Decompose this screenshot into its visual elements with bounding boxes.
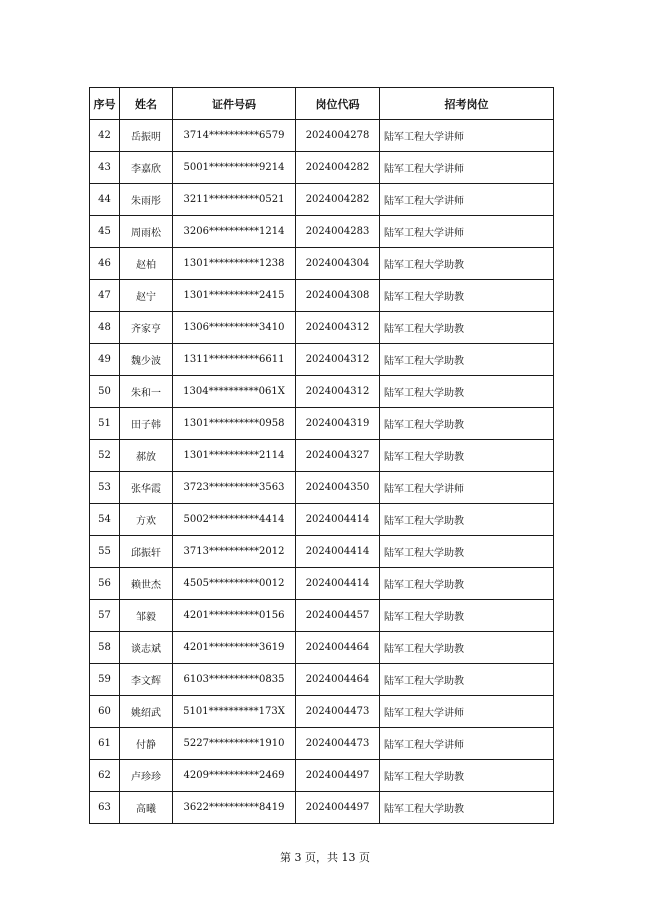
header-id-number: 证件号码 xyxy=(173,88,296,120)
cell-id-number: 5101**********173X xyxy=(173,696,296,728)
cell-seq: 60 xyxy=(90,696,120,728)
cell-seq: 55 xyxy=(90,536,120,568)
cell-name: 郝放 xyxy=(120,440,173,472)
cell-position: 陆军工程大学助教 xyxy=(380,280,554,312)
cell-id-number: 3723**********3563 xyxy=(173,472,296,504)
cell-position-code: 2024004497 xyxy=(296,792,380,824)
table-row xyxy=(90,216,554,248)
cell-position-code: 2024004312 xyxy=(296,344,380,376)
cell-id-number: 1301**********2114 xyxy=(173,440,296,472)
cell-position-code: 2024004319 xyxy=(296,408,380,440)
cell-name: 赵柏 xyxy=(120,248,173,280)
cell-position: 陆军工程大学助教 xyxy=(380,792,554,824)
cell-position: 陆军工程大学助教 xyxy=(380,536,554,568)
table-row xyxy=(90,568,554,600)
cell-id-number: 1304**********061X xyxy=(173,376,296,408)
cell-id-number: 5002**********4414 xyxy=(173,504,296,536)
cell-position-code: 2024004414 xyxy=(296,568,380,600)
cell-seq: 42 xyxy=(90,120,120,152)
cell-id-number: 4209**********2469 xyxy=(173,760,296,792)
cell-seq: 56 xyxy=(90,568,120,600)
table-row xyxy=(90,376,554,408)
cell-position-code: 2024004282 xyxy=(296,184,380,216)
cell-position-code: 2024004457 xyxy=(296,600,380,632)
cell-seq: 57 xyxy=(90,600,120,632)
table-row xyxy=(90,600,554,632)
cell-id-number: 5001**********9214 xyxy=(173,152,296,184)
header-position-code: 岗位代码 xyxy=(296,88,380,120)
cell-seq: 62 xyxy=(90,760,120,792)
cell-position: 陆军工程大学助教 xyxy=(380,664,554,696)
cell-position-code: 2024004283 xyxy=(296,216,380,248)
cell-position: 陆军工程大学助教 xyxy=(380,600,554,632)
table-row xyxy=(90,120,554,152)
cell-position: 陆军工程大学助教 xyxy=(380,408,554,440)
cell-name: 齐家亨 xyxy=(120,312,173,344)
cell-name: 魏少波 xyxy=(120,344,173,376)
cell-seq: 61 xyxy=(90,728,120,760)
cell-position-code: 2024004350 xyxy=(296,472,380,504)
table-row xyxy=(90,504,554,536)
table-row xyxy=(90,696,554,728)
cell-position: 陆军工程大学助教 xyxy=(380,760,554,792)
table-row xyxy=(90,408,554,440)
cell-position: 陆军工程大学助教 xyxy=(380,440,554,472)
cell-position: 陆军工程大学讲师 xyxy=(380,216,554,248)
cell-position: 陆军工程大学助教 xyxy=(380,504,554,536)
table-row xyxy=(90,632,554,664)
cell-position: 陆军工程大学讲师 xyxy=(380,184,554,216)
cell-position-code: 2024004414 xyxy=(296,504,380,536)
cell-name: 周雨松 xyxy=(120,216,173,248)
header-name: 姓名 xyxy=(120,88,173,120)
cell-id-number: 1306**********3410 xyxy=(173,312,296,344)
cell-id-number: 1301**********2415 xyxy=(173,280,296,312)
cell-position: 陆军工程大学助教 xyxy=(380,312,554,344)
cell-position-code: 2024004282 xyxy=(296,152,380,184)
page-number-footer: 第 3 页，共 13 页 xyxy=(280,851,370,864)
cell-position: 陆军工程大学助教 xyxy=(380,568,554,600)
cell-name: 邱振轩 xyxy=(120,536,173,568)
cell-seq: 52 xyxy=(90,440,120,472)
cell-position-code: 2024004327 xyxy=(296,440,380,472)
cell-name: 赖世杰 xyxy=(120,568,173,600)
cell-position-code: 2024004414 xyxy=(296,536,380,568)
cell-position: 陆军工程大学助教 xyxy=(380,632,554,664)
cell-seq: 43 xyxy=(90,152,120,184)
table-row xyxy=(90,536,554,568)
cell-seq: 51 xyxy=(90,408,120,440)
cell-seq: 58 xyxy=(90,632,120,664)
cell-position: 陆军工程大学助教 xyxy=(380,344,554,376)
cell-name: 邹毅 xyxy=(120,600,173,632)
cell-name: 姚绍武 xyxy=(120,696,173,728)
cell-seq: 53 xyxy=(90,472,120,504)
table-row xyxy=(90,472,554,504)
cell-position: 陆军工程大学讲师 xyxy=(380,472,554,504)
cell-seq: 45 xyxy=(90,216,120,248)
table-row xyxy=(90,248,554,280)
table-row xyxy=(90,440,554,472)
cell-position: 陆军工程大学讲师 xyxy=(380,696,554,728)
cell-id-number: 3206**********1214 xyxy=(173,216,296,248)
cell-name: 朱雨彤 xyxy=(120,184,173,216)
header-position: 招考岗位 xyxy=(380,88,554,120)
table-row xyxy=(90,312,554,344)
cell-position-code: 2024004497 xyxy=(296,760,380,792)
table-row xyxy=(90,760,554,792)
cell-name: 赵宁 xyxy=(120,280,173,312)
table-header-row xyxy=(90,88,554,120)
table-row xyxy=(90,728,554,760)
cell-position-code: 2024004473 xyxy=(296,728,380,760)
cell-id-number: 4505**********0012 xyxy=(173,568,296,600)
cell-position-code: 2024004464 xyxy=(296,632,380,664)
table-row xyxy=(90,664,554,696)
cell-id-number: 1301**********1238 xyxy=(173,248,296,280)
cell-id-number: 1301**********0958 xyxy=(173,408,296,440)
cell-seq: 47 xyxy=(90,280,120,312)
cell-id-number: 5227**********1910 xyxy=(173,728,296,760)
cell-position: 陆军工程大学讲师 xyxy=(380,120,554,152)
cell-id-number: 1311**********6611 xyxy=(173,344,296,376)
cell-position: 陆军工程大学讲师 xyxy=(380,728,554,760)
cell-seq: 49 xyxy=(90,344,120,376)
table-row xyxy=(90,792,554,824)
cell-position-code: 2024004304 xyxy=(296,248,380,280)
cell-id-number: 3211**********0521 xyxy=(173,184,296,216)
table-row xyxy=(90,344,554,376)
cell-name: 付静 xyxy=(120,728,173,760)
cell-id-number: 3622**********8419 xyxy=(173,792,296,824)
cell-position-code: 2024004473 xyxy=(296,696,380,728)
cell-position: 陆军工程大学讲师 xyxy=(380,152,554,184)
cell-name: 田子韩 xyxy=(120,408,173,440)
cell-seq: 44 xyxy=(90,184,120,216)
cell-name: 朱和一 xyxy=(120,376,173,408)
cell-id-number: 4201**********3619 xyxy=(173,632,296,664)
table-row xyxy=(90,184,554,216)
table-row xyxy=(90,280,554,312)
cell-id-number: 4201**********0156 xyxy=(173,600,296,632)
cell-position-code: 2024004278 xyxy=(296,120,380,152)
cell-position-code: 2024004308 xyxy=(296,280,380,312)
cell-position-code: 2024004464 xyxy=(296,664,380,696)
cell-seq: 46 xyxy=(90,248,120,280)
table-row xyxy=(90,152,554,184)
cell-name: 张华霞 xyxy=(120,472,173,504)
cell-name: 卢珍珍 xyxy=(120,760,173,792)
cell-name: 高曦 xyxy=(120,792,173,824)
cell-name: 岳振明 xyxy=(120,120,173,152)
cell-id-number: 6103**********0835 xyxy=(173,664,296,696)
cell-seq: 50 xyxy=(90,376,120,408)
cell-seq: 63 xyxy=(90,792,120,824)
cell-position-code: 2024004312 xyxy=(296,376,380,408)
cell-seq: 54 xyxy=(90,504,120,536)
candidate-table xyxy=(89,87,554,824)
cell-name: 李文辉 xyxy=(120,664,173,696)
cell-name: 李嘉欣 xyxy=(120,152,173,184)
cell-position: 陆军工程大学助教 xyxy=(380,248,554,280)
cell-position: 陆军工程大学助教 xyxy=(380,376,554,408)
cell-position-code: 2024004312 xyxy=(296,312,380,344)
cell-name: 谈志斌 xyxy=(120,632,173,664)
cell-seq: 48 xyxy=(90,312,120,344)
cell-id-number: 3713**********2012 xyxy=(173,536,296,568)
cell-name: 方欢 xyxy=(120,504,173,536)
cell-seq: 59 xyxy=(90,664,120,696)
header-seq: 序号 xyxy=(90,88,120,120)
cell-id-number: 3714**********6579 xyxy=(173,120,296,152)
